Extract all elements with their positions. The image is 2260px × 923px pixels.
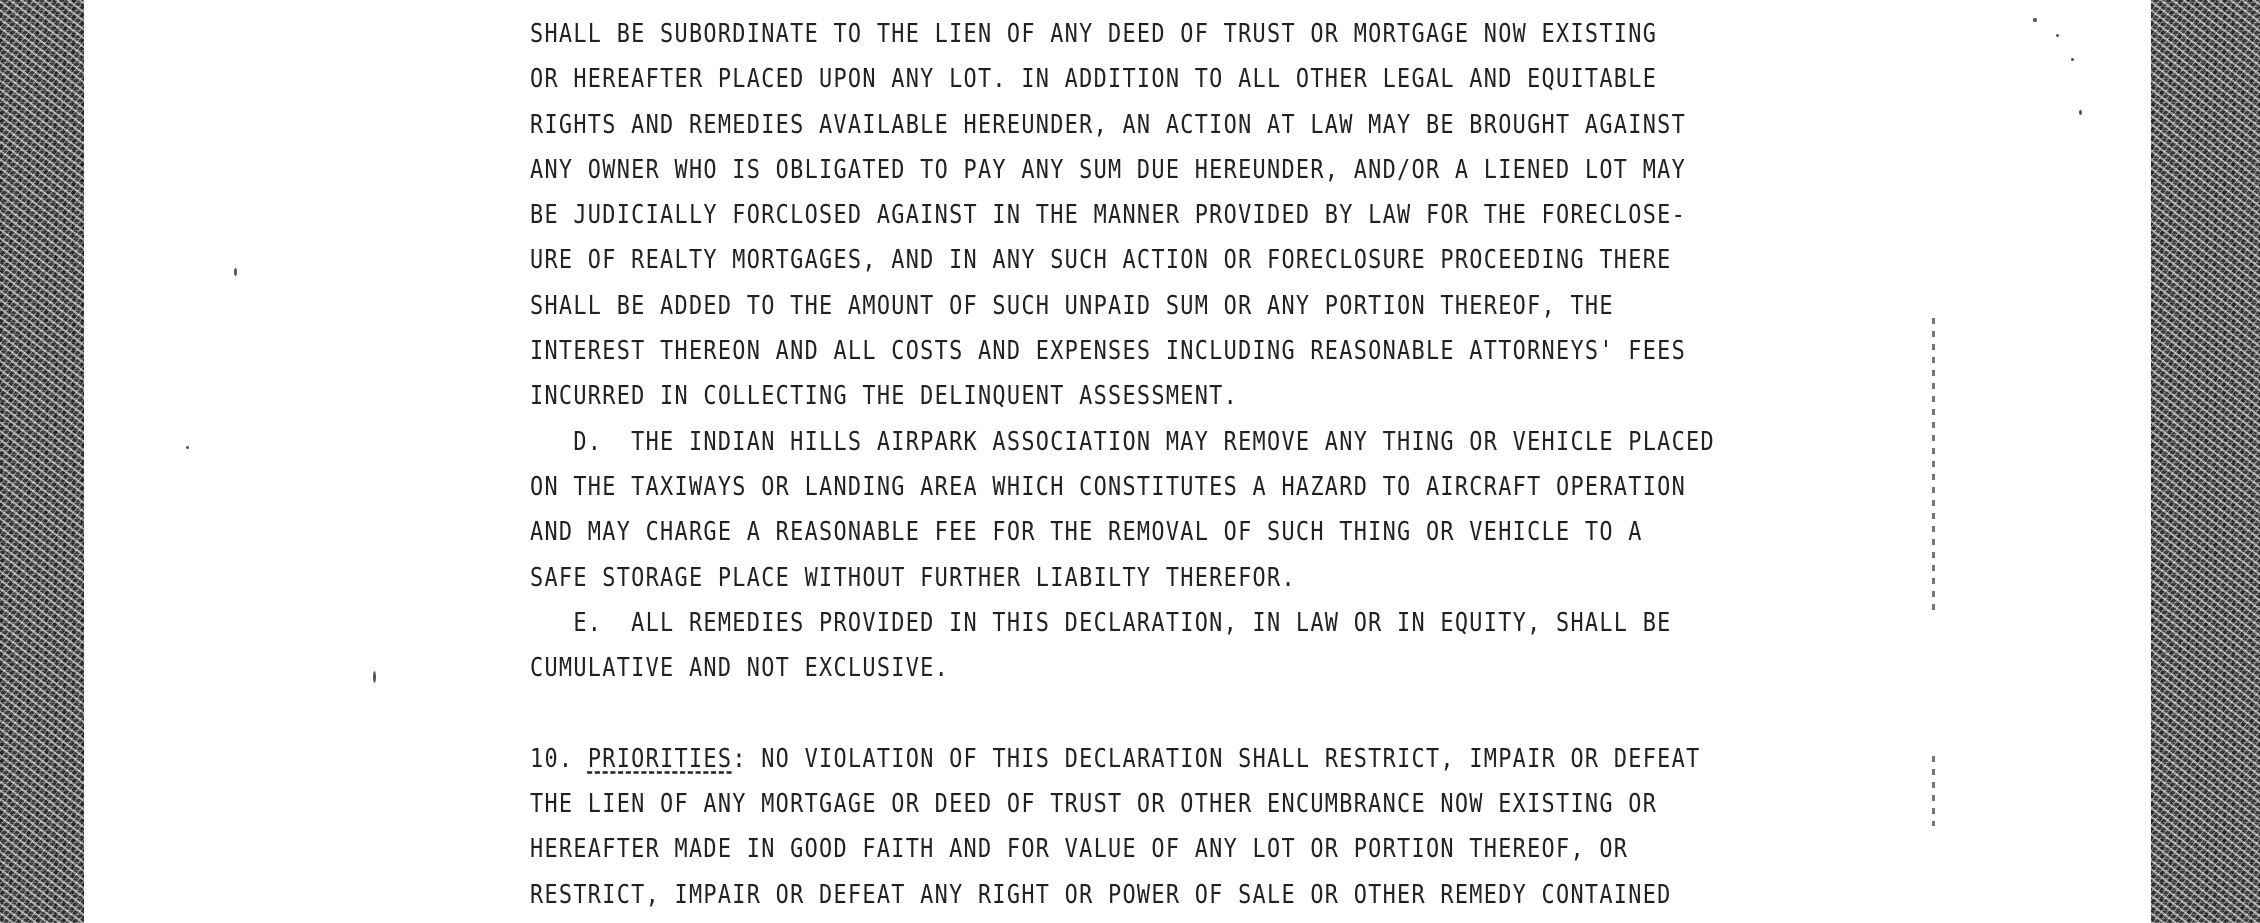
- paragraph-d-line: D. THE INDIAN HILLS AIRPARK ASSOCIATION MAY REMOVE ANY THING OR VEHICLE PLACED: [530, 426, 1715, 457]
- scan-speck: [234, 268, 237, 276]
- text-line: RESTRICT, IMPAIR OR DEFEAT ANY RIGHT OR POWER OF SALE OR OTHER REMEDY CONTAINED: [530, 879, 1672, 910]
- document-text: [530, 12, 1810, 691]
- text-line: SHALL BE SUBORDINATE TO THE LIEN OF ANY DEED OF TRUST OR MORTGAGE NOW EXISTING: [530, 19, 1658, 49]
- text-line: HEREAFTER MADE IN GOOD FAITH AND FOR VALUE OF ANY LOT OR PORTION THEREOF, OR: [530, 834, 1629, 865]
- section-first-line-text: : NO VIOLATION OF THIS DECLARATION SHALL RESTRICT, IMPAIR OR DEFEAT: [732, 743, 1701, 774]
- text-line: AND MAY CHARGE A REASONABLE FEE FOR THE REMOVAL OF SUCH THING OR VEHICLE TO A: [530, 517, 1643, 548]
- text-line: OR HEREAFTER PLACED UPON ANY LOT. IN ADDITION TO ALL OTHER LEGAL AND EQUITABLE: [530, 64, 1658, 95]
- text-line: URE OF REALTY MORTGAGES, AND IN ANY SUCH ACTION OR FORECLOSURE PROCEEDING THERE: [530, 245, 1672, 276]
- scan-speck: [186, 446, 189, 449]
- text-line: RIGHTS AND REMEDIES AVAILABLE HEREUNDER, AN ACTION AT LAW MAY BE BROUGHT AGAINST: [530, 109, 1687, 140]
- paragraph-gap: [530, 691, 1810, 736]
- text-line: BE JUDICIALLY FORCLOSED AGAINST IN THE MANNER PROVIDED BY LAW FOR THE FORECLOSE-: [530, 200, 1687, 231]
- margin-dash-mark: [1932, 318, 1935, 610]
- text-line: SHALL BE ADDED TO THE AMOUNT OF SUCH UNPAID SUM OR ANY PORTION THEREOF, THE: [530, 290, 1614, 321]
- section-heading: PRIORITIES: [587, 743, 733, 774]
- document-page: [530, 12, 1810, 918]
- scan-speck: [2056, 34, 2059, 37]
- scan-edge-left: [0, 0, 84, 923]
- section-10-first-line: [530, 737, 1701, 782]
- scan-speck: [2071, 58, 2074, 61]
- text-line: ON THE TAXIWAYS OR LANDING AREA WHICH CONSTITUTES A HAZARD TO AIRCRAFT OPERATION: [530, 471, 1687, 502]
- text-line: INCURRED IN COLLECTING THE DELINQUENT ASSESSMENT.: [530, 381, 1239, 412]
- text-line: SAFE STORAGE PLACE WITHOUT FURTHER LIABILTY THEREFOR.: [530, 562, 1296, 593]
- paragraph-e-line: E. ALL REMEDIES PROVIDED IN THIS DECLARATION, IN LAW OR IN EQUITY, SHALL BE: [530, 607, 1672, 638]
- scan-edge-right: [2151, 0, 2260, 923]
- text-line: THE LIEN OF ANY MORTGAGE OR DEED OF TRUST OR OTHER ENCUMBRANCE NOW EXISTING OR: [530, 789, 1658, 820]
- margin-dash-mark: [1932, 756, 1935, 826]
- text-line: CUMULATIVE AND NOT EXCLUSIVE.: [530, 653, 950, 684]
- scan-speck: [2033, 18, 2037, 22]
- section-10: [530, 737, 1810, 918]
- text-line: ANY OWNER WHO IS OBLIGATED TO PAY ANY SUM DUE HEREUNDER, AND/OR A LIENED LOT MAY: [530, 154, 1687, 185]
- scan-speck: [373, 671, 376, 683]
- text-line: INTEREST THEREON AND ALL COSTS AND EXPENSES INCLUDING REASONABLE ATTORNEYS' FEES: [530, 336, 1687, 367]
- section-number: 10.: [530, 743, 588, 774]
- scan-speck: [2079, 110, 2082, 115]
